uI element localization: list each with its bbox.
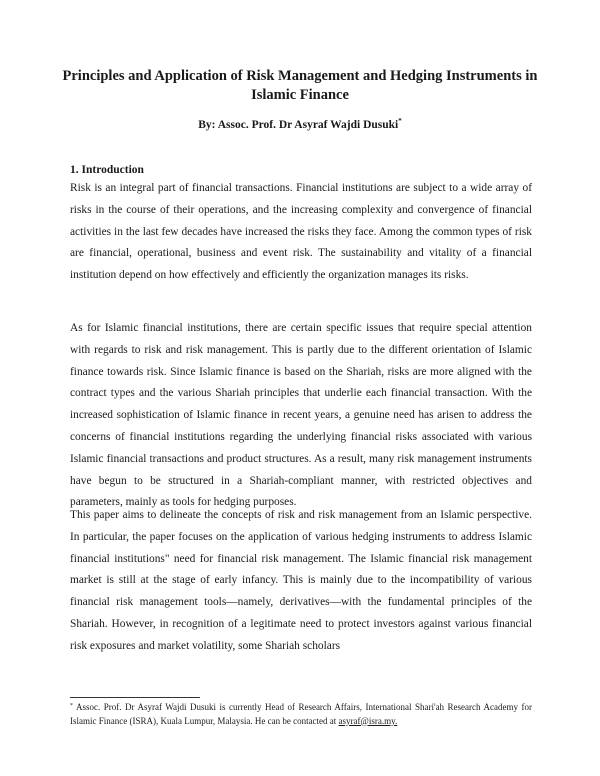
paper-title: Principles and Application of Risk Management and Hedging Instruments in Islamic Finance [62, 68, 538, 103]
section-heading: 1. Introduction [70, 164, 144, 176]
author-byline [60, 118, 540, 132]
footnote [70, 701, 532, 728]
author-name: By: Assoc. Prof. Dr Asyraf Wajdi Dusuki [198, 119, 399, 131]
author-footnote-marker[interactable]: * [398, 117, 402, 125]
paragraph-1: Risk is an integral part of financial transactions. Financial institutions are subject to a wide array of risks in the course of their operations, and the increasing complexity and convergence of financial activities in the last few decades have increased the risks they face. Among the common types of risk are financial, operational, business and event risk. The sustainability and vitality of a financial institution depend on how effectively and efficiently the organization manages its risks. [70, 182, 532, 282]
paragraph-3: This paper aims to delineate the concepts of risk and risk management from an Islamic perspective. In particular, the paper focuses on the application of various hedging instruments to address Islamic financial institutions" need for financial risk management. The Islamic financial risk management market is still at the stage of early infancy. This is mainly due to the incompatibility of various financial risk management tools—namely, derivatives—with the fundamental principles of the Shariah. However, in recognition of a legitimate need to protect investors against various financial risk exposures and market volatility, some Shariah scholars [70, 509, 532, 652]
paragraph-2: As for Islamic financial institutions, there are certain specific issues that require special attention with regards to risk and risk management. This is partly due to the different orientation of Islamic finance towards risk. Since Islamic finance is based on the Shariah, risks are more aligned with the contract types and the various Shariah principles that underlie each financial transaction. With the increased sophistication of Islamic finance in recent years, a genuine need has arisen to address the concerns of financial institutions regarding the underlying financial risks associated with various Islamic financial transactions and product structures. As a result, many risk management instruments have begun to be structured in a Shariah-compliant manner, with restricted objectives and parameters, mainly as tools for hedging purposes. [70, 322, 532, 509]
footnote-divider [70, 697, 200, 698]
footnote-text: Assoc. Prof. Dr Asyraf Wajdi Dusuki is currently Head of Research Affairs, International Shari'ah Research Academy for Islamic Finance (ISRA), Kuala Lumpur, Malaysia. He can be contacted at [70, 702, 532, 726]
footnote-email-link[interactable]: asyraf@isra.my. [338, 715, 398, 726]
footnote-marker: * [70, 703, 73, 709]
